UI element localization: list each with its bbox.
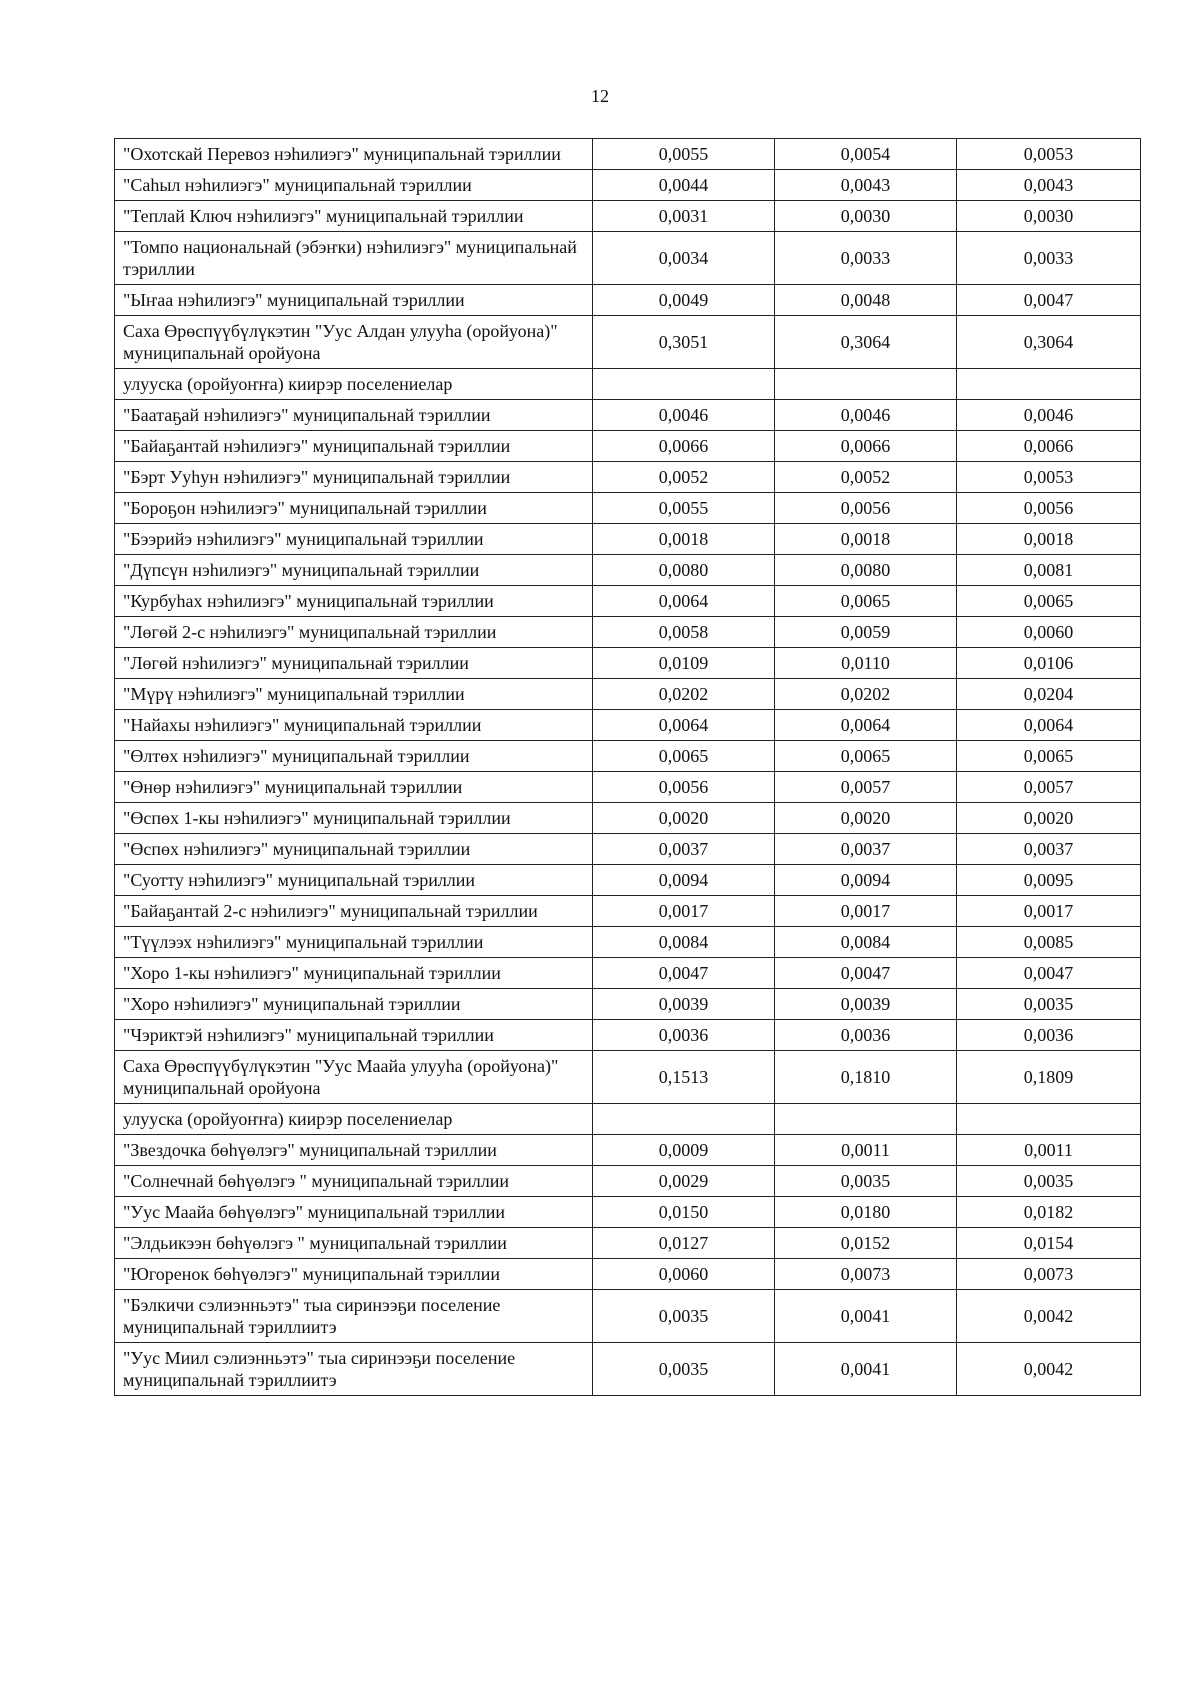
row-name: "Уус Миил сэлиэнньэтэ" тыа сиринээҕи поселение муниципальнай тэриллиитэ [115,1343,593,1396]
value-col-1 [593,1104,775,1135]
table-row [115,400,1141,431]
row-name: "Курбуһах нэһилиэгэ" муниципальнай тэриллии [115,586,593,617]
value-col-2: 0,3064 [775,316,957,369]
row-name: "Уус Маайа бөһүөлэгэ" муниципальнай тэриллии [115,1197,593,1228]
value-col-3: 0,0047 [957,285,1141,316]
value-col-1: 0,0052 [593,462,775,493]
row-name: "Элдьикээн бөһүөлэгэ " муниципальнай тэриллии [115,1228,593,1259]
value-col-3: 0,0035 [957,1166,1141,1197]
row-name: "Бэлкичи сэлиэнньэтэ" тыа сиринээҕи поселение муниципальнай тэриллиитэ [115,1290,593,1343]
row-name: "Байаҕантай 2-с нэһилиэгэ" муниципальнай тэриллии [115,896,593,927]
row-name: "Түүлээх нэһилиэгэ" муниципальнай тэриллии [115,927,593,958]
value-col-3: 0,1809 [957,1051,1141,1104]
value-col-1: 0,0049 [593,285,775,316]
table-row [115,462,1141,493]
table-row [115,834,1141,865]
page-number: 12 [591,86,609,106]
row-name: "Ыҥаа нэһилиэгэ" муниципальнай тэриллии [115,285,593,316]
row-name: "Баатаҕай нэһилиэгэ" муниципальнай тэриллии [115,400,593,431]
value-col-2: 0,0052 [775,462,957,493]
value-col-3: 0,0042 [957,1290,1141,1343]
value-col-2: 0,0020 [775,803,957,834]
value-col-1: 0,0035 [593,1290,775,1343]
table-row [115,586,1141,617]
value-col-1: 0,0060 [593,1259,775,1290]
value-col-3: 0,0106 [957,648,1141,679]
row-name: улууска (оройуоҥҥа) киирэр поселениелар [115,369,593,400]
value-col-2: 0,0054 [775,139,957,170]
value-col-2: 0,0065 [775,586,957,617]
row-name: "Өлтөх нэһилиэгэ" муниципальнай тэриллии [115,741,593,772]
value-col-3: 0,0064 [957,710,1141,741]
value-col-2: 0,0064 [775,710,957,741]
value-col-1: 0,0150 [593,1197,775,1228]
table-row [115,1135,1141,1166]
table-row [115,316,1141,369]
value-col-3 [957,369,1141,400]
value-col-2: 0,0110 [775,648,957,679]
table-row [115,1051,1141,1104]
value-col-3: 0,0065 [957,741,1141,772]
table-row [115,865,1141,896]
table-row [115,1197,1141,1228]
table-row [115,679,1141,710]
value-col-2: 0,0037 [775,834,957,865]
table-row [115,927,1141,958]
table-row [115,989,1141,1020]
value-col-2: 0,0080 [775,555,957,586]
table-row [115,201,1141,232]
table-body [115,139,1141,1396]
value-col-2: 0,0035 [775,1166,957,1197]
value-col-1: 0,0046 [593,400,775,431]
row-name: Саха Өрөспүүбүлүкэтин "Уус Маайа улууһа (оройуона)" муниципальнай оройуона [115,1051,593,1104]
value-col-2: 0,0059 [775,617,957,648]
value-col-2: 0,0056 [775,493,957,524]
row-name: "Саһыл нэһилиэгэ" муниципальнай тэриллии [115,170,593,201]
value-col-1: 0,0036 [593,1020,775,1051]
value-col-3: 0,0018 [957,524,1141,555]
row-name: "Найахы нэһилиэгэ" муниципальнай тэриллии [115,710,593,741]
value-col-2: 0,0041 [775,1290,957,1343]
value-col-3: 0,0053 [957,462,1141,493]
table-row [115,648,1141,679]
value-col-3: 0,0081 [957,555,1141,586]
table-row [115,524,1141,555]
table-row [115,1290,1141,1343]
value-col-1: 0,0031 [593,201,775,232]
value-col-2: 0,0152 [775,1228,957,1259]
value-col-2: 0,0073 [775,1259,957,1290]
table-row [115,617,1141,648]
row-name: "Хоро 1-кы нэһилиэгэ" муниципальнай тэриллии [115,958,593,989]
value-col-2: 0,0030 [775,201,957,232]
row-name: "Өспөх нэһилиэгэ" муниципальнай тэриллии [115,834,593,865]
value-col-1: 0,0009 [593,1135,775,1166]
value-col-3: 0,0017 [957,896,1141,927]
table-row [115,170,1141,201]
table-row [115,139,1141,170]
table-row [115,803,1141,834]
row-name: "Бороҕон нэһилиэгэ" муниципальнай тэриллии [115,493,593,524]
table-row [115,1259,1141,1290]
table-row [115,285,1141,316]
value-col-2: 0,0033 [775,232,957,285]
value-col-3: 0,3064 [957,316,1141,369]
value-col-1: 0,0044 [593,170,775,201]
value-col-2: 0,0011 [775,1135,957,1166]
row-name: "Бээрийэ нэһилиэгэ" муниципальнай тэриллии [115,524,593,555]
value-col-1 [593,369,775,400]
value-col-2: 0,0066 [775,431,957,462]
value-col-2 [775,369,957,400]
value-col-2 [775,1104,957,1135]
value-col-2: 0,1810 [775,1051,957,1104]
value-col-2: 0,0018 [775,524,957,555]
value-col-1: 0,0055 [593,139,775,170]
value-col-3: 0,0154 [957,1228,1141,1259]
table-row [115,1104,1141,1135]
value-col-1: 0,0018 [593,524,775,555]
value-col-2: 0,0046 [775,400,957,431]
value-col-1: 0,0047 [593,958,775,989]
value-col-2: 0,0041 [775,1343,957,1396]
value-col-1: 0,0066 [593,431,775,462]
row-name: "Суотту нэһилиэгэ" муниципальнай тэриллии [115,865,593,896]
value-col-1: 0,0055 [593,493,775,524]
value-col-1: 0,0080 [593,555,775,586]
row-name: "Солнечнай бөһүөлэгэ " муниципальнай тэриллии [115,1166,593,1197]
table-row [115,896,1141,927]
row-name: "Мүрү нэһилиэгэ" муниципальнай тэриллии [115,679,593,710]
value-col-1: 0,1513 [593,1051,775,1104]
value-col-2: 0,0017 [775,896,957,927]
row-name: "Хоро нэһилиэгэ" муниципальнай тэриллии [115,989,593,1020]
row-name: "Бэрт Ууһун нэһилиэгэ" муниципальнай тэриллии [115,462,593,493]
value-col-1: 0,0109 [593,648,775,679]
row-name: "Лөгөй нэһилиэгэ" муниципальнай тэриллии [115,648,593,679]
value-col-1: 0,0127 [593,1228,775,1259]
value-col-2: 0,0180 [775,1197,957,1228]
value-col-1: 0,0029 [593,1166,775,1197]
value-col-3: 0,0056 [957,493,1141,524]
table-row [115,741,1141,772]
value-col-2: 0,0043 [775,170,957,201]
value-col-3: 0,0065 [957,586,1141,617]
coefficients-table [114,138,1141,1396]
value-col-3: 0,0057 [957,772,1141,803]
table-row [115,1020,1141,1051]
row-name: "Томпо национальнай (эбэҥки) нэһилиэгэ" муниципальнай тэриллии [115,232,593,285]
value-col-3: 0,0182 [957,1197,1141,1228]
row-name: Саха Өрөспүүбүлүкэтин "Уус Алдан улууһа (оройуона)" муниципальнай оройуона [115,316,593,369]
table-row [115,493,1141,524]
table-row [115,431,1141,462]
table-row [115,772,1141,803]
value-col-2: 0,0057 [775,772,957,803]
row-name: "Охотскай Перевоз нэһилиэгэ" муниципальнай тэриллии [115,139,593,170]
value-col-3: 0,0042 [957,1343,1141,1396]
table-row [115,710,1141,741]
value-col-1: 0,0094 [593,865,775,896]
row-name: "Теплай Ключ нэһилиэгэ" муниципальнай тэриллии [115,201,593,232]
value-col-3: 0,0095 [957,865,1141,896]
value-col-2: 0,0036 [775,1020,957,1051]
value-col-2: 0,0202 [775,679,957,710]
value-col-3: 0,0073 [957,1259,1141,1290]
value-col-1: 0,0035 [593,1343,775,1396]
value-col-3: 0,0066 [957,431,1141,462]
value-col-3: 0,0033 [957,232,1141,285]
table-row [115,1228,1141,1259]
value-col-3: 0,0060 [957,617,1141,648]
value-col-3: 0,0036 [957,1020,1141,1051]
value-col-3: 0,0030 [957,201,1141,232]
value-col-1: 0,0084 [593,927,775,958]
value-col-1: 0,0065 [593,741,775,772]
row-name: "Дүпсүн нэһилиэгэ" муниципальнай тэриллии [115,555,593,586]
table-row [115,555,1141,586]
row-name: "Байаҕантай нэһилиэгэ" муниципальнай тэриллии [115,431,593,462]
value-col-2: 0,0047 [775,958,957,989]
value-col-3: 0,0035 [957,989,1141,1020]
value-col-1: 0,0064 [593,586,775,617]
row-name: "Өнөр нэһилиэгэ" муниципальнай тэриллии [115,772,593,803]
value-col-2: 0,0065 [775,741,957,772]
value-col-3 [957,1104,1141,1135]
value-col-3: 0,0047 [957,958,1141,989]
row-name: улууска (оройуоҥҥа) киирэр поселениелар [115,1104,593,1135]
value-col-1: 0,0056 [593,772,775,803]
value-col-3: 0,0011 [957,1135,1141,1166]
table-row [115,232,1141,285]
value-col-1: 0,0058 [593,617,775,648]
table-row [115,1343,1141,1396]
row-name: "Югоренок бөһүөлэгэ" муниципальнай тэриллии [115,1259,593,1290]
value-col-1: 0,0017 [593,896,775,927]
table-row [115,1166,1141,1197]
row-name: "Чэриктэй нэһилиэгэ" муниципальнай тэриллии [115,1020,593,1051]
value-col-1: 0,0039 [593,989,775,1020]
value-col-3: 0,0043 [957,170,1141,201]
value-col-2: 0,0048 [775,285,957,316]
table-row [115,369,1141,400]
value-col-2: 0,0084 [775,927,957,958]
value-col-2: 0,0094 [775,865,957,896]
value-col-1: 0,0020 [593,803,775,834]
value-col-3: 0,0204 [957,679,1141,710]
value-col-1: 0,3051 [593,316,775,369]
row-name: "Лөгөй 2-с нэһилиэгэ" муниципальнай тэриллии [115,617,593,648]
row-name: "Өспөх 1-кы нэһилиэгэ" муниципальнай тэриллии [115,803,593,834]
value-col-3: 0,0020 [957,803,1141,834]
value-col-1: 0,0034 [593,232,775,285]
value-col-1: 0,0064 [593,710,775,741]
value-col-1: 0,0037 [593,834,775,865]
value-col-3: 0,0046 [957,400,1141,431]
value-col-3: 0,0085 [957,927,1141,958]
value-col-2: 0,0039 [775,989,957,1020]
row-name: "Звездочка бөһүөлэгэ" муниципальнай тэриллии [115,1135,593,1166]
table-row [115,958,1141,989]
value-col-1: 0,0202 [593,679,775,710]
value-col-3: 0,0053 [957,139,1141,170]
value-col-3: 0,0037 [957,834,1141,865]
